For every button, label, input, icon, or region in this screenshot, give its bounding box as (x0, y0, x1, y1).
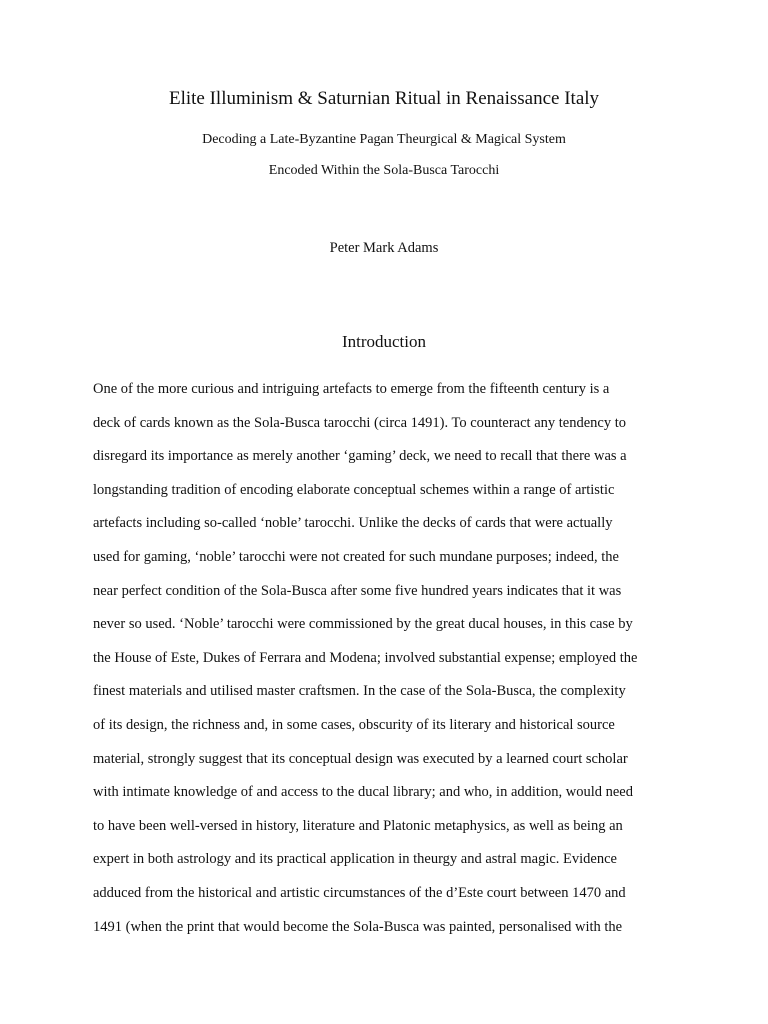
body-line: material, strongly suggest that its conceptual design was executed by a learned court scholar (93, 750, 628, 767)
body-line: to have been well-versed in history, literature and Platonic metaphysics, as well as being an (93, 817, 623, 834)
body-line: adduced from the historical and artistic circumstances of the d’Este court between 1470 and (93, 884, 626, 901)
body-line: longstanding tradition of encoding elaborate conceptual schemes within a range of artistic (93, 481, 615, 498)
body-line: expert in both astrology and its practical application in theurgy and astral magic. Evidence (93, 851, 617, 868)
body-line: never so used. ‘Noble’ tarocchi were commissioned by the great ducal houses, in this case by (93, 616, 633, 633)
body-line: the House of Este, Dukes of Ferrara and Modena; involved substantial expense; employed the (93, 649, 638, 666)
body-line: used for gaming, ‘noble’ tarocchi were not created for such mundane purposes; indeed, the (93, 548, 619, 565)
body-line: One of the more curious and intriguing artefacts to emerge from the fifteenth century is a (93, 381, 610, 397)
body-line: artefacts including so-called ‘noble’ tarocchi. Unlike the decks of cards that were actually (93, 515, 613, 532)
body-line: finest materials and utilised master craftsmen. In the case of the Sola-Busca, the complexity (93, 683, 626, 700)
document-title: Elite Illuminism & Saturnian Ritual in Renaissance Italy (168, 88, 600, 109)
body-line: of its design, the richness and, in some cases, obscurity of its literary and historical source (93, 716, 615, 733)
body-paragraph (93, 379, 693, 950)
body-line: with intimate knowledge of and access to the ducal library; and who, in addition, would need (93, 784, 633, 801)
subtitle-line-2: Encoded Within the Sola-Busca Tarocchi (268, 163, 500, 178)
body-line: disregard its importance as merely another ‘gaming’ deck, we need to recall that there was a (93, 448, 627, 465)
subtitle-line-1: Decoding a Late-Byzantine Pagan Theurgical & Magical System (202, 132, 566, 147)
author-name: Peter Mark Adams (329, 240, 439, 256)
body-line: deck of cards known as the Sola-Busca tarocchi (circa 1491). To counteract any tendency to (93, 414, 627, 431)
body-line: near perfect condition of the Sola-Busca after some five hundred years indicates that it was (93, 582, 622, 599)
body-line: 1491 (when the print that would become the Sola-Busca was painted, personalised with the (93, 918, 623, 935)
section-heading: Introduction (341, 332, 427, 351)
